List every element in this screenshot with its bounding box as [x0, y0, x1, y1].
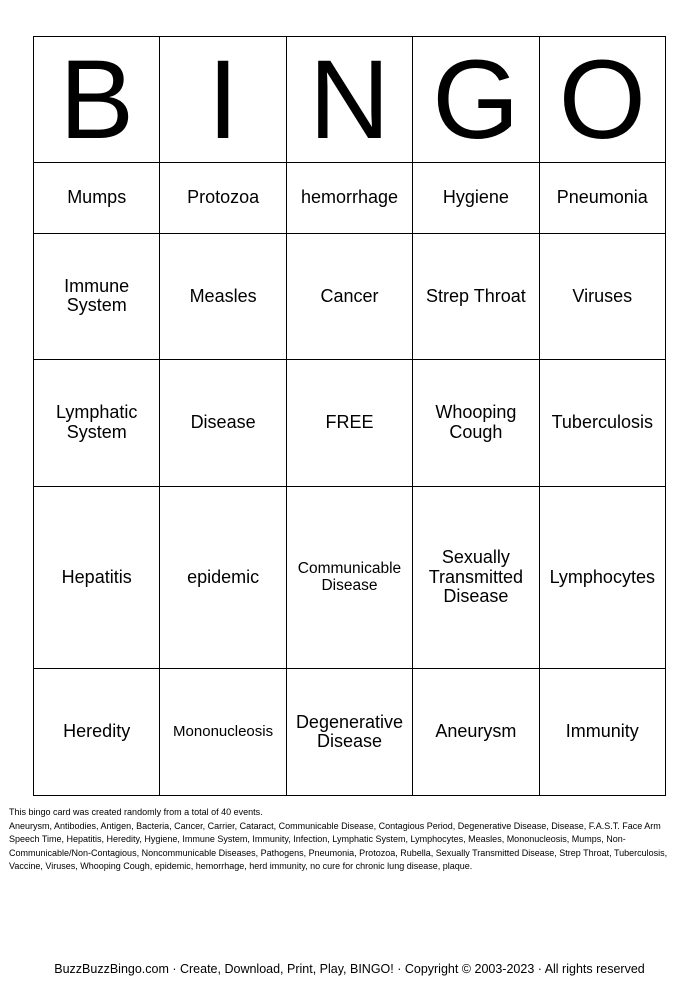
- bingo-cell: Immune System: [34, 233, 160, 360]
- bingo-cell: hemorrhage: [286, 163, 412, 234]
- bingo-row: [34, 669, 666, 796]
- header-letter-g: G: [413, 37, 539, 163]
- bingo-cell: Measles: [160, 233, 286, 360]
- free-space-cell: FREE: [286, 360, 412, 487]
- header-letter-b: B: [34, 37, 160, 163]
- header-letter-n: N: [286, 37, 412, 163]
- bingo-cell: Pneumonia: [539, 163, 665, 234]
- header-row: [34, 37, 666, 163]
- bingo-cell: Communicable Disease: [286, 486, 412, 669]
- bingo-row: [34, 163, 666, 234]
- bingo-row: [34, 486, 666, 669]
- bingo-cell: Mumps: [34, 163, 160, 234]
- bingo-cell: Cancer: [286, 233, 412, 360]
- page-footer: BuzzBuzzBingo.com · Create, Download, Print, Play, BINGO! · Copyright © 2003-2023 · All rights reserved: [54, 962, 645, 976]
- bingo-cell: Sexually Transmitted Disease: [413, 486, 539, 669]
- card-info: [9, 806, 687, 874]
- bingo-cell: Hygiene: [413, 163, 539, 234]
- bingo-cell: Lymphocytes: [539, 486, 665, 669]
- bingo-cell: Aneurysm: [413, 669, 539, 796]
- bingo-cell: Whooping Cough: [413, 360, 539, 487]
- bingo-cell: Strep Throat: [413, 233, 539, 360]
- bingo-cell: Degenerative Disease: [286, 669, 412, 796]
- bingo-row: [34, 233, 666, 360]
- header-letter-i: I: [160, 37, 286, 163]
- bingo-card: [33, 36, 666, 796]
- bingo-cell: Viruses: [539, 233, 665, 360]
- card-info-summary: This bingo card was created randomly from a total of 40 events.: [9, 807, 263, 817]
- bingo-cell: Heredity: [34, 669, 160, 796]
- card-info-events: Aneurysm, Antibodies, Antigen, Bacteria, Cancer, Carrier, Cataract, Communicable Disease, Contagious Period, Degenerative Disease, Disease, F.A.S.T. Face Arm Speech Time, Hepatitis, Heredity, Hygiene, Immune System, Immunity, Infection, Lymphatic System, Lymphocytes, Measles, Mononucleosis, Mumps, Non-Communicable/Non-Contagious, Noncommunicable Diseases, Pathogens, Pneumonia, Protozoa, Rubella, Sexually Transmitted Disease, Strep Throat, Tuberculosis, Vaccine, Viruses, Whooping Cough, epidemic, hemorrhage, herd immunity, no cure for chronic lung disease, plaque.: [9, 820, 668, 871]
- bingo-cell: Tuberculosis: [539, 360, 665, 487]
- bingo-cell: Protozoa: [160, 163, 286, 234]
- bingo-cell: Lymphatic System: [34, 360, 160, 487]
- header-letter-o: O: [539, 37, 665, 163]
- bingo-cell: Hepatitis: [34, 486, 160, 669]
- bingo-cell: epidemic: [160, 486, 286, 669]
- bingo-cell: Disease: [160, 360, 286, 487]
- bingo-cell: Immunity: [539, 669, 665, 796]
- bingo-row: [34, 360, 666, 487]
- bingo-cell: Mononucleosis: [160, 669, 286, 796]
